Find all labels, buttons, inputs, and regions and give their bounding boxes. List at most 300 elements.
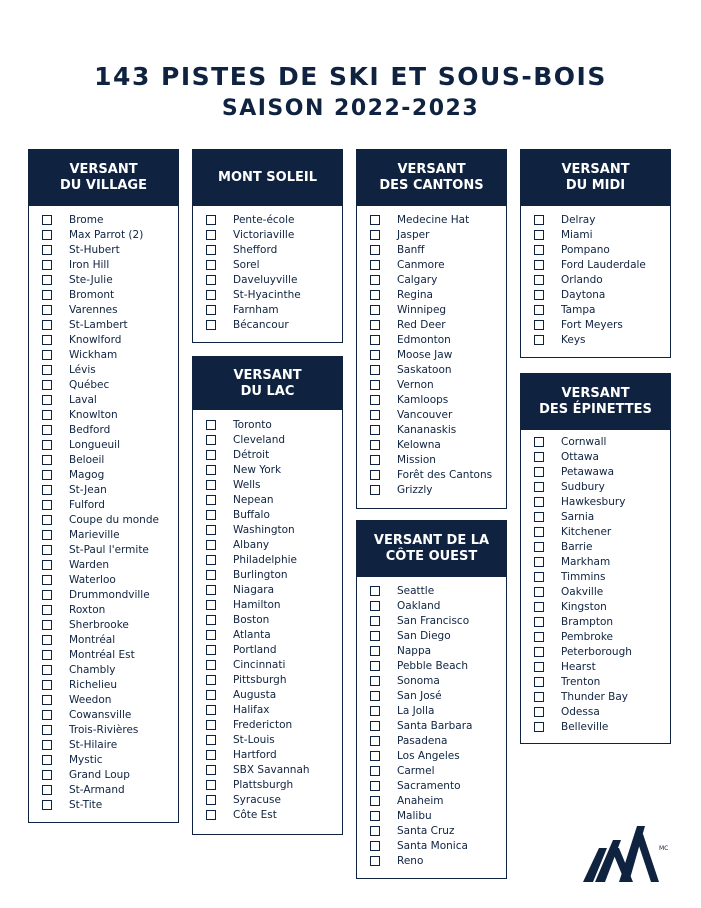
checkbox[interactable] xyxy=(534,632,544,642)
checkbox[interactable] xyxy=(42,770,52,780)
list-item xyxy=(357,599,506,614)
item-label: Shefford xyxy=(233,244,278,256)
item-label: Peterborough xyxy=(561,646,632,658)
checkbox[interactable] xyxy=(370,335,380,345)
item-list xyxy=(193,418,342,823)
list-item xyxy=(193,228,342,243)
list-item xyxy=(29,213,178,228)
checkbox[interactable] xyxy=(370,706,380,716)
checkbox[interactable] xyxy=(370,826,380,836)
checkbox[interactable] xyxy=(534,557,544,567)
item-label: Reno xyxy=(397,855,424,867)
checkbox[interactable] xyxy=(370,601,380,611)
checkbox[interactable] xyxy=(42,230,52,240)
checkbox[interactable] xyxy=(42,380,52,390)
item-label: Lévis xyxy=(69,364,96,376)
checkbox[interactable] xyxy=(206,450,216,460)
item-label: Niagara xyxy=(233,584,275,596)
list-item xyxy=(521,690,670,705)
checkbox[interactable] xyxy=(206,780,216,790)
item-list xyxy=(193,213,342,333)
checkbox[interactable] xyxy=(370,455,380,465)
checkbox[interactable] xyxy=(42,440,52,450)
checkbox[interactable] xyxy=(206,675,216,685)
list-item xyxy=(521,303,670,318)
list-item xyxy=(521,675,670,690)
list-item xyxy=(29,408,178,423)
list-item xyxy=(29,603,178,618)
item-label: Daytona xyxy=(561,289,606,301)
list-item xyxy=(357,584,506,599)
checkbox[interactable] xyxy=(206,810,216,820)
list-item xyxy=(357,794,506,809)
list-item xyxy=(29,528,178,543)
section-heading-line: MONT SOLEIL xyxy=(218,170,317,185)
list-item xyxy=(29,303,178,318)
section-heading xyxy=(193,357,342,410)
list-item xyxy=(357,378,506,393)
checkbox[interactable] xyxy=(370,811,380,821)
checkbox[interactable] xyxy=(370,586,380,596)
item-label: Pembroke xyxy=(561,631,613,643)
list-item xyxy=(29,618,178,633)
checkbox[interactable] xyxy=(534,662,544,672)
list-item xyxy=(521,465,670,480)
checkbox[interactable] xyxy=(42,755,52,765)
checkbox[interactable] xyxy=(206,570,216,580)
checkbox[interactable] xyxy=(42,635,52,645)
list-item xyxy=(193,598,342,613)
list-item xyxy=(29,438,178,453)
checkbox[interactable] xyxy=(206,600,216,610)
list-item xyxy=(357,749,506,764)
section-heading-line: VERSANT xyxy=(69,162,138,177)
checkbox[interactable] xyxy=(370,245,380,255)
checkbox[interactable] xyxy=(370,796,380,806)
checkbox[interactable] xyxy=(206,630,216,640)
item-label: Fulford xyxy=(69,499,105,511)
item-label: Grizzly xyxy=(397,484,433,496)
list-item xyxy=(357,854,506,869)
checkbox[interactable] xyxy=(370,751,380,761)
checkbox[interactable] xyxy=(370,260,380,270)
list-item xyxy=(521,555,670,570)
list-item xyxy=(29,783,178,798)
checkbox[interactable] xyxy=(42,275,52,285)
checkbox[interactable] xyxy=(534,512,544,522)
list-item xyxy=(357,393,506,408)
checkbox[interactable] xyxy=(206,260,216,270)
checkbox[interactable] xyxy=(206,465,216,475)
checkbox[interactable] xyxy=(534,260,544,270)
list-item xyxy=(29,768,178,783)
checkbox[interactable] xyxy=(206,795,216,805)
checkbox[interactable] xyxy=(42,485,52,495)
checkbox[interactable] xyxy=(534,290,544,300)
checkbox[interactable] xyxy=(534,230,544,240)
checkbox[interactable] xyxy=(534,527,544,537)
list-item xyxy=(193,493,342,508)
checkbox[interactable] xyxy=(534,707,544,717)
item-list xyxy=(357,213,506,498)
item-label: Washington xyxy=(233,524,295,536)
checkbox[interactable] xyxy=(42,620,52,630)
checkbox[interactable] xyxy=(370,485,380,495)
item-label: Odessa xyxy=(561,706,600,718)
checkbox[interactable] xyxy=(42,500,52,510)
section-heading xyxy=(29,150,178,206)
item-label: Orlando xyxy=(561,274,603,286)
item-label: Vancouver xyxy=(397,409,453,421)
checkbox[interactable] xyxy=(42,410,52,420)
checkbox[interactable] xyxy=(534,245,544,255)
item-label: Halifax xyxy=(233,704,270,716)
checkbox[interactable] xyxy=(534,572,544,582)
item-label: St-Hilaire xyxy=(69,739,118,751)
checkbox[interactable] xyxy=(370,631,380,641)
checkbox[interactable] xyxy=(42,530,52,540)
checkbox[interactable] xyxy=(42,245,52,255)
checkbox[interactable] xyxy=(370,646,380,656)
checkbox[interactable] xyxy=(370,616,380,626)
checkbox[interactable] xyxy=(370,290,380,300)
list-item xyxy=(193,418,342,433)
list-item xyxy=(357,704,506,719)
checkbox[interactable] xyxy=(206,245,216,255)
item-label: Anaheim xyxy=(397,795,444,807)
checkbox[interactable] xyxy=(534,497,544,507)
checkbox[interactable] xyxy=(206,555,216,565)
item-label: Forêt des Cantons xyxy=(397,469,493,481)
checkbox[interactable] xyxy=(534,467,544,477)
item-label: Ste-Julie xyxy=(69,274,113,286)
checkbox[interactable] xyxy=(42,695,52,705)
checkbox[interactable] xyxy=(370,350,380,360)
item-label: Toronto xyxy=(233,419,272,431)
item-label: Chambly xyxy=(69,664,116,676)
checkbox[interactable] xyxy=(534,587,544,597)
section-ouest xyxy=(356,520,507,879)
list-item xyxy=(193,673,342,688)
checkbox[interactable] xyxy=(206,720,216,730)
item-label: SBX Savannah xyxy=(233,764,310,776)
list-item xyxy=(193,213,342,228)
checkbox[interactable] xyxy=(206,305,216,315)
item-label: Markham xyxy=(561,556,611,568)
item-label: Philadelphie xyxy=(233,554,297,566)
item-label: Pebble Beach xyxy=(397,660,468,672)
checkbox[interactable] xyxy=(42,680,52,690)
checkbox[interactable] xyxy=(42,395,52,405)
list-item xyxy=(193,778,342,793)
checkbox[interactable] xyxy=(42,605,52,615)
checkbox[interactable] xyxy=(206,510,216,520)
item-label: Marieville xyxy=(69,529,120,541)
checkbox[interactable] xyxy=(42,365,52,375)
list-item xyxy=(29,498,178,513)
checkbox[interactable] xyxy=(42,215,52,225)
item-label: Sudbury xyxy=(561,481,605,493)
checkbox[interactable] xyxy=(42,425,52,435)
item-label: Sarnia xyxy=(561,511,595,523)
item-label: St-Louis xyxy=(233,734,275,746)
checkbox[interactable] xyxy=(206,540,216,550)
item-label: Max Parrot (2) xyxy=(69,229,144,241)
checkbox[interactable] xyxy=(206,690,216,700)
item-label: Mission xyxy=(397,454,436,466)
checkbox[interactable] xyxy=(42,665,52,675)
item-label: Nappa xyxy=(397,645,432,657)
checkbox[interactable] xyxy=(42,800,52,810)
list-item xyxy=(521,615,670,630)
checkbox[interactable] xyxy=(42,260,52,270)
item-list xyxy=(357,584,506,869)
checkbox[interactable] xyxy=(370,440,380,450)
list-item xyxy=(357,363,506,378)
checkbox[interactable] xyxy=(206,645,216,655)
list-item xyxy=(29,378,178,393)
list-item xyxy=(29,723,178,738)
item-label: San Francisco xyxy=(397,615,470,627)
checkbox[interactable] xyxy=(370,410,380,420)
list-item xyxy=(193,583,342,598)
checkbox[interactable] xyxy=(370,425,380,435)
checkbox[interactable] xyxy=(370,320,380,330)
checkbox[interactable] xyxy=(370,305,380,315)
list-item xyxy=(193,523,342,538)
checkbox[interactable] xyxy=(206,290,216,300)
checkbox[interactable] xyxy=(206,215,216,225)
checkbox[interactable] xyxy=(534,677,544,687)
checkbox[interactable] xyxy=(370,766,380,776)
list-item xyxy=(193,258,342,273)
checkbox[interactable] xyxy=(42,320,52,330)
item-label: Delray xyxy=(561,214,596,226)
checkbox[interactable] xyxy=(42,740,52,750)
list-item xyxy=(521,480,670,495)
section-heading-line: VERSANT xyxy=(561,162,630,177)
section-heading-line: VERSANT xyxy=(233,367,302,383)
list-item xyxy=(29,243,178,258)
checkbox[interactable] xyxy=(534,542,544,552)
checkbox[interactable] xyxy=(42,785,52,795)
checkbox[interactable] xyxy=(370,721,380,731)
checkbox[interactable] xyxy=(206,660,216,670)
checkbox[interactable] xyxy=(42,335,52,345)
checkbox[interactable] xyxy=(370,676,380,686)
item-label: Waterloo xyxy=(69,574,116,586)
checkbox[interactable] xyxy=(206,615,216,625)
checkbox[interactable] xyxy=(534,215,544,225)
item-label: Sorel xyxy=(233,259,260,271)
item-label: Timmins xyxy=(561,571,606,583)
list-item xyxy=(357,644,506,659)
checkbox[interactable] xyxy=(206,765,216,775)
checkbox[interactable] xyxy=(370,470,380,480)
checkbox[interactable] xyxy=(206,585,216,595)
section-soleil xyxy=(192,149,343,343)
item-label: St-Armand xyxy=(69,784,125,796)
item-label: Saskatoon xyxy=(397,364,452,376)
list-item xyxy=(29,318,178,333)
item-label: Cincinnati xyxy=(233,659,286,671)
item-label: Syracuse xyxy=(233,794,281,806)
list-item xyxy=(193,288,342,303)
checkbox[interactable] xyxy=(206,495,216,505)
list-item xyxy=(521,540,670,555)
list-item xyxy=(357,809,506,824)
item-label: Buffalo xyxy=(233,509,270,521)
item-label: St-Hyacinthe xyxy=(233,289,301,301)
list-item xyxy=(357,614,506,629)
list-item xyxy=(29,228,178,243)
checkbox[interactable] xyxy=(42,575,52,585)
checkbox[interactable] xyxy=(42,725,52,735)
checkbox[interactable] xyxy=(534,482,544,492)
list-item xyxy=(193,718,342,733)
checkbox[interactable] xyxy=(42,545,52,555)
list-item xyxy=(193,613,342,628)
checkbox[interactable] xyxy=(42,455,52,465)
section-heading xyxy=(521,150,670,206)
item-label: Seattle xyxy=(397,585,435,597)
list-item xyxy=(193,733,342,748)
checkbox[interactable] xyxy=(206,230,216,240)
list-item xyxy=(29,558,178,573)
list-item xyxy=(29,423,178,438)
checkbox[interactable] xyxy=(206,275,216,285)
checkbox[interactable] xyxy=(534,602,544,612)
list-item xyxy=(357,734,506,749)
checkbox[interactable] xyxy=(206,705,216,715)
checkbox[interactable] xyxy=(534,305,544,315)
checkbox[interactable] xyxy=(206,525,216,535)
section-epinettes xyxy=(520,373,671,744)
item-label: San José xyxy=(397,690,442,702)
checkbox[interactable] xyxy=(370,230,380,240)
checkbox[interactable] xyxy=(42,305,52,315)
item-label: San Diego xyxy=(397,630,451,642)
checkbox[interactable] xyxy=(534,320,544,330)
checkbox[interactable] xyxy=(534,335,544,345)
checkbox[interactable] xyxy=(206,420,216,430)
item-label: Boston xyxy=(233,614,270,626)
list-item xyxy=(357,779,506,794)
checkbox[interactable] xyxy=(42,590,52,600)
item-list xyxy=(29,213,178,813)
checkbox[interactable] xyxy=(370,215,380,225)
checkbox[interactable] xyxy=(534,722,544,732)
list-item xyxy=(357,318,506,333)
checkbox[interactable] xyxy=(534,275,544,285)
checkbox[interactable] xyxy=(42,560,52,570)
item-label: Trois-Rivières xyxy=(69,724,139,736)
item-label: Détroit xyxy=(233,449,270,461)
checkbox[interactable] xyxy=(370,380,380,390)
checkbox[interactable] xyxy=(534,647,544,657)
list-item xyxy=(29,483,178,498)
item-label: Winnipeg xyxy=(397,304,447,316)
checkbox[interactable] xyxy=(206,735,216,745)
section-midi xyxy=(520,149,671,358)
checkbox[interactable] xyxy=(42,470,52,480)
list-item xyxy=(357,689,506,704)
checkbox[interactable] xyxy=(370,691,380,701)
item-label: Victoriaville xyxy=(233,229,295,241)
checkbox[interactable] xyxy=(370,395,380,405)
list-item xyxy=(357,629,506,644)
checkbox[interactable] xyxy=(534,437,544,447)
checkbox[interactable] xyxy=(534,617,544,627)
checkbox[interactable] xyxy=(370,365,380,375)
item-label: Cleveland xyxy=(233,434,286,446)
item-label: Mystic xyxy=(69,754,103,766)
section-heading-line: DU MIDI xyxy=(565,178,626,193)
list-item xyxy=(193,793,342,808)
item-label: Trenton xyxy=(561,676,601,688)
item-label: Ottawa xyxy=(561,451,599,463)
list-item xyxy=(29,348,178,363)
checkbox[interactable] xyxy=(534,692,544,702)
list-item xyxy=(521,435,670,450)
item-label: Santa Barbara xyxy=(397,720,473,732)
page-title: 143 PISTES DE SKI ET SOUS-BOIS xyxy=(94,62,607,91)
item-label: Carmel xyxy=(397,765,435,777)
checkbox[interactable] xyxy=(206,480,216,490)
item-label: Jasper xyxy=(397,229,430,241)
checkbox[interactable] xyxy=(370,736,380,746)
checkbox[interactable] xyxy=(370,781,380,791)
checkbox[interactable] xyxy=(534,452,544,462)
section-heading xyxy=(357,521,506,577)
list-item xyxy=(193,553,342,568)
item-label: Brampton xyxy=(561,616,614,628)
checkbox[interactable] xyxy=(370,841,380,851)
checkbox[interactable] xyxy=(42,350,52,360)
list-item xyxy=(357,228,506,243)
list-item xyxy=(193,433,342,448)
list-item xyxy=(521,213,670,228)
item-label: Coupe du monde xyxy=(69,514,159,526)
checkbox[interactable] xyxy=(370,856,380,866)
item-label: Burlington xyxy=(233,569,288,581)
list-item xyxy=(521,450,670,465)
list-item xyxy=(193,448,342,463)
list-item xyxy=(29,363,178,378)
checkbox[interactable] xyxy=(370,661,380,671)
item-label: Oakville xyxy=(561,586,604,598)
checkbox[interactable] xyxy=(206,435,216,445)
item-label: Atlanta xyxy=(233,629,271,641)
list-item xyxy=(357,483,506,498)
list-item xyxy=(357,258,506,273)
item-label: Warden xyxy=(69,559,110,571)
item-label: St-Lambert xyxy=(69,319,128,331)
list-item xyxy=(29,273,178,288)
checkbox[interactable] xyxy=(42,710,52,720)
list-item xyxy=(357,824,506,839)
checkbox[interactable] xyxy=(370,275,380,285)
item-label: Petawawa xyxy=(561,466,615,478)
section-cantons xyxy=(356,149,507,509)
checkbox[interactable] xyxy=(42,650,52,660)
checkbox[interactable] xyxy=(42,515,52,525)
checkbox[interactable] xyxy=(42,290,52,300)
checkbox[interactable] xyxy=(206,320,216,330)
item-label: Ford Lauderdale xyxy=(561,259,646,271)
list-item xyxy=(521,228,670,243)
checkbox[interactable] xyxy=(206,750,216,760)
